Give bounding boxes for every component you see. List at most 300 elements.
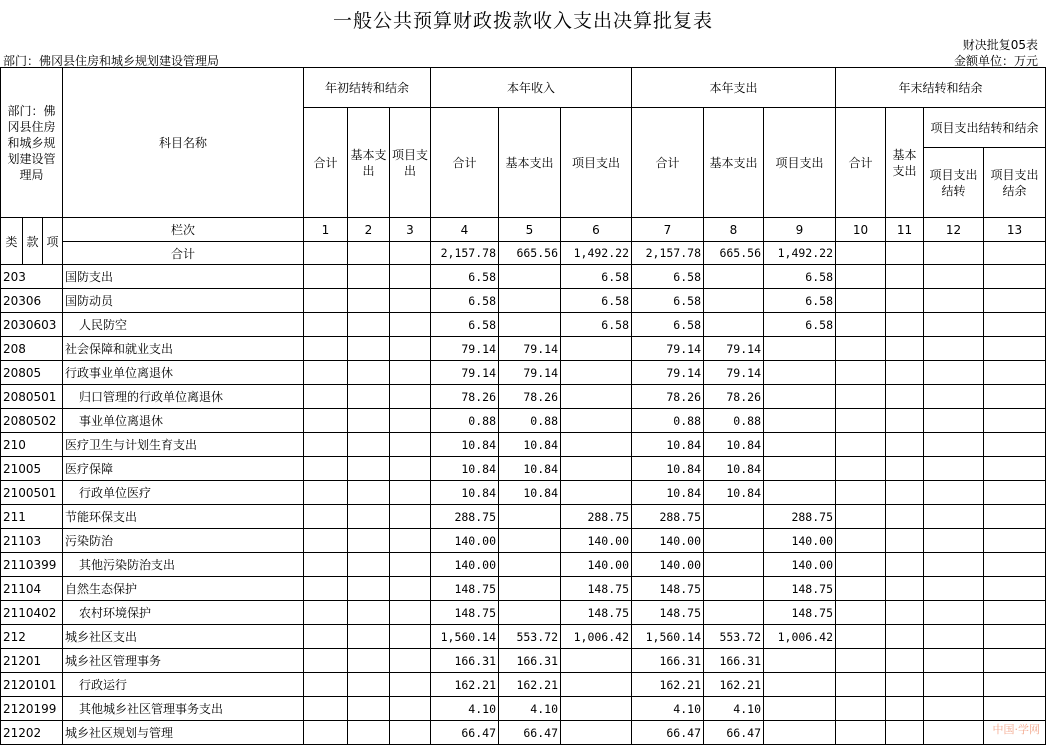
row-c6 [561, 481, 632, 505]
row-c9 [764, 481, 836, 505]
row-c6 [561, 649, 632, 673]
row-c8: 79.14 [704, 337, 764, 361]
row-c4: 148.75 [431, 577, 499, 601]
row-c7: 148.75 [632, 577, 704, 601]
watermark: 中国·学网 [992, 723, 1040, 736]
row-c6: 148.75 [561, 577, 632, 601]
row-c11 [886, 385, 924, 409]
header-end-project-carry-over: 项目支出结转 [924, 148, 984, 218]
row-c4: 140.00 [431, 553, 499, 577]
table-body [1, 265, 1046, 745]
row-c1 [304, 529, 348, 553]
row-c4: 166.31 [431, 649, 499, 673]
table-row[interactable] [1, 577, 1046, 601]
row-c1 [304, 361, 348, 385]
total-row [1, 242, 1046, 265]
row-name: 其他城乡社区管理事务支出 [63, 697, 304, 721]
row-c6 [561, 457, 632, 481]
row-c5 [499, 577, 561, 601]
row-c8 [704, 505, 764, 529]
row-c2 [348, 481, 390, 505]
row-c1 [304, 649, 348, 673]
row-c6 [561, 433, 632, 457]
total-c4: 2,157.78 [431, 242, 499, 265]
row-c10 [836, 529, 886, 553]
header-income-total: 合计 [431, 108, 499, 218]
row-c4: 79.14 [431, 337, 499, 361]
table-row[interactable] [1, 673, 1046, 697]
row-c13 [984, 313, 1046, 337]
row-c5 [499, 601, 561, 625]
row-c7: 162.21 [632, 673, 704, 697]
row-c5: 79.14 [499, 361, 561, 385]
department-label: 部门：佛冈县住房和城乡规划建设管理局 [3, 54, 220, 68]
row-c1 [304, 577, 348, 601]
table-row[interactable] [1, 505, 1046, 529]
row-c12 [924, 649, 984, 673]
header-xiang: 项 [43, 218, 63, 265]
row-c5 [499, 313, 561, 337]
row-c12 [924, 409, 984, 433]
row-c11 [886, 649, 924, 673]
row-c11 [886, 265, 924, 289]
row-c2 [348, 385, 390, 409]
row-code: 2080501 [1, 385, 63, 409]
row-c10 [836, 289, 886, 313]
row-c8: 79.14 [704, 361, 764, 385]
row-c1 [304, 457, 348, 481]
row-c11 [886, 721, 924, 745]
row-c9: 148.75 [764, 577, 836, 601]
row-c5: 0.88 [499, 409, 561, 433]
row-c1 [304, 265, 348, 289]
row-c4: 66.47 [431, 721, 499, 745]
table-row[interactable] [1, 265, 1046, 289]
row-code: 21104 [1, 577, 63, 601]
col-num-12: 12 [924, 218, 984, 242]
row-c13 [984, 697, 1046, 721]
row-c12 [924, 289, 984, 313]
row-c1 [304, 601, 348, 625]
col-num-13: 13 [984, 218, 1046, 242]
total-c5: 665.56 [499, 242, 561, 265]
row-name: 其他污染防治支出 [63, 553, 304, 577]
row-c5: 78.26 [499, 385, 561, 409]
row-c11 [886, 625, 924, 649]
header-begin-project: 项目支出 [390, 108, 431, 218]
row-c4: 162.21 [431, 673, 499, 697]
row-c4: 288.75 [431, 505, 499, 529]
row-code: 21005 [1, 457, 63, 481]
row-c9: 148.75 [764, 601, 836, 625]
header-end-project-balance: 项目支出结余 [984, 148, 1046, 218]
row-code: 2030603 [1, 313, 63, 337]
row-c7: 10.84 [632, 481, 704, 505]
row-c2 [348, 265, 390, 289]
row-c4: 1,560.14 [431, 625, 499, 649]
row-c13 [984, 649, 1046, 673]
row-c3 [390, 289, 431, 313]
row-c8: 10.84 [704, 481, 764, 505]
row-c6: 6.58 [561, 313, 632, 337]
row-c9 [764, 457, 836, 481]
row-c12 [924, 433, 984, 457]
row-c10 [836, 361, 886, 385]
row-c2 [348, 409, 390, 433]
row-name: 人民防空 [63, 313, 304, 337]
row-c10 [836, 625, 886, 649]
row-c7: 0.88 [632, 409, 704, 433]
row-c11 [886, 577, 924, 601]
row-c9: 6.58 [764, 313, 836, 337]
row-c11 [886, 481, 924, 505]
row-c3 [390, 529, 431, 553]
row-c4: 10.84 [431, 481, 499, 505]
row-c3 [390, 625, 431, 649]
row-name: 医疗卫生与计划生育支出 [63, 433, 304, 457]
col-num-8: 8 [704, 218, 764, 242]
row-c6: 1,006.42 [561, 625, 632, 649]
row-c2 [348, 553, 390, 577]
row-c3 [390, 553, 431, 577]
row-c4: 148.75 [431, 601, 499, 625]
header-kuan: 款 [23, 218, 43, 265]
row-name: 行政单位医疗 [63, 481, 304, 505]
row-c5: 162.21 [499, 673, 561, 697]
row-code: 21202 [1, 721, 63, 745]
row-c7: 6.58 [632, 313, 704, 337]
row-name: 国防支出 [63, 265, 304, 289]
row-c9: 140.00 [764, 529, 836, 553]
row-c9 [764, 361, 836, 385]
row-c10 [836, 337, 886, 361]
row-c3 [390, 337, 431, 361]
row-c8: 0.88 [704, 409, 764, 433]
table-row[interactable] [1, 529, 1046, 553]
row-c7: 6.58 [632, 265, 704, 289]
row-c7: 4.10 [632, 697, 704, 721]
table-row[interactable] [1, 289, 1046, 313]
row-c11 [886, 337, 924, 361]
row-name: 污染防治 [63, 529, 304, 553]
table-row[interactable] [1, 649, 1046, 673]
row-c9 [764, 673, 836, 697]
row-c10 [836, 433, 886, 457]
row-c6 [561, 409, 632, 433]
row-c2 [348, 457, 390, 481]
row-name: 节能环保支出 [63, 505, 304, 529]
row-c4: 4.10 [431, 697, 499, 721]
row-code: 21201 [1, 649, 63, 673]
row-c5: 4.10 [499, 697, 561, 721]
table-row[interactable] [1, 697, 1046, 721]
row-c9 [764, 337, 836, 361]
row-c11 [886, 433, 924, 457]
row-c10 [836, 649, 886, 673]
row-c7: 6.58 [632, 289, 704, 313]
table-row[interactable] [1, 361, 1046, 385]
row-name: 医疗保障 [63, 457, 304, 481]
row-c6 [561, 673, 632, 697]
table-row[interactable] [1, 313, 1046, 337]
row-c10 [836, 601, 886, 625]
header-expense-basic: 基本支出 [704, 108, 764, 218]
row-code: 208 [1, 337, 63, 361]
row-c13 [984, 673, 1046, 697]
row-name: 自然生态保护 [63, 577, 304, 601]
row-c7: 166.31 [632, 649, 704, 673]
row-c4: 10.84 [431, 433, 499, 457]
row-c11 [886, 697, 924, 721]
row-c1 [304, 337, 348, 361]
row-c1 [304, 697, 348, 721]
row-c8: 4.10 [704, 697, 764, 721]
row-code: 2120101 [1, 673, 63, 697]
row-c2 [348, 649, 390, 673]
row-name: 城乡社区管理事务 [63, 649, 304, 673]
row-c4: 79.14 [431, 361, 499, 385]
col-num-7: 7 [632, 218, 704, 242]
row-c10 [836, 409, 886, 433]
row-c3 [390, 457, 431, 481]
row-c8 [704, 529, 764, 553]
row-c5: 10.84 [499, 433, 561, 457]
total-c9: 1,492.22 [764, 242, 836, 265]
col-num-9: 9 [764, 218, 836, 242]
row-c6: 6.58 [561, 265, 632, 289]
row-c13 [984, 337, 1046, 361]
col-num-5: 5 [499, 218, 561, 242]
row-c11 [886, 553, 924, 577]
row-c2 [348, 337, 390, 361]
row-c6 [561, 721, 632, 745]
row-c11 [886, 529, 924, 553]
row-c7: 10.84 [632, 457, 704, 481]
col-num-4: 4 [431, 218, 499, 242]
row-c2 [348, 625, 390, 649]
row-code: 20306 [1, 289, 63, 313]
row-c11 [886, 289, 924, 313]
row-c2 [348, 697, 390, 721]
row-c12 [924, 601, 984, 625]
row-c9: 6.58 [764, 265, 836, 289]
row-c3 [390, 673, 431, 697]
table-row[interactable] [1, 553, 1046, 577]
row-c8 [704, 577, 764, 601]
row-name: 农村环境保护 [63, 601, 304, 625]
row-c12 [924, 673, 984, 697]
row-c8: 66.47 [704, 721, 764, 745]
row-c10 [836, 457, 886, 481]
row-c12 [924, 265, 984, 289]
table-row[interactable] [1, 601, 1046, 625]
header-group-income: 本年收入 [431, 68, 632, 108]
row-c12 [924, 481, 984, 505]
row-c4: 6.58 [431, 265, 499, 289]
row-c1 [304, 481, 348, 505]
row-c3 [390, 265, 431, 289]
col-num-1: 1 [304, 218, 348, 242]
table-row[interactable] [1, 481, 1046, 505]
row-c3 [390, 313, 431, 337]
row-c5: 66.47 [499, 721, 561, 745]
row-c5 [499, 289, 561, 313]
row-c7: 148.75 [632, 601, 704, 625]
row-name: 行政事业单位离退休 [63, 361, 304, 385]
row-c2 [348, 529, 390, 553]
row-c6 [561, 697, 632, 721]
row-c8 [704, 265, 764, 289]
row-c3 [390, 697, 431, 721]
row-c1 [304, 721, 348, 745]
row-c1 [304, 313, 348, 337]
row-c13 [984, 529, 1046, 553]
header-expense-project: 项目支出 [764, 108, 836, 218]
row-c12 [924, 313, 984, 337]
row-c9 [764, 697, 836, 721]
row-c1 [304, 433, 348, 457]
table-row[interactable] [1, 409, 1046, 433]
row-code: 211 [1, 505, 63, 529]
row-c11 [886, 505, 924, 529]
col-num-10: 10 [836, 218, 886, 242]
row-c4: 6.58 [431, 289, 499, 313]
row-c12 [924, 361, 984, 385]
row-c8 [704, 289, 764, 313]
row-c7: 140.00 [632, 553, 704, 577]
row-c5: 166.31 [499, 649, 561, 673]
row-c2 [348, 289, 390, 313]
row-c4: 6.58 [431, 313, 499, 337]
row-c3 [390, 601, 431, 625]
row-c9: 140.00 [764, 553, 836, 577]
row-c3 [390, 721, 431, 745]
row-c7: 79.14 [632, 337, 704, 361]
row-code: 2100501 [1, 481, 63, 505]
row-c13 [984, 481, 1046, 505]
row-c4: 140.00 [431, 529, 499, 553]
row-c7: 140.00 [632, 529, 704, 553]
row-c5 [499, 529, 561, 553]
form-number: 财决批复05表 [962, 38, 1038, 52]
row-c1 [304, 505, 348, 529]
row-c4: 0.88 [431, 409, 499, 433]
row-c13 [984, 289, 1046, 313]
row-c1 [304, 673, 348, 697]
row-c4: 10.84 [431, 457, 499, 481]
row-c2 [348, 505, 390, 529]
row-c9 [764, 721, 836, 745]
col-num-2: 2 [348, 218, 390, 242]
table-row[interactable] [1, 337, 1046, 361]
row-c6 [561, 385, 632, 409]
row-name: 社会保障和就业支出 [63, 337, 304, 361]
table-row[interactable] [1, 433, 1046, 457]
row-c9: 288.75 [764, 505, 836, 529]
row-c2 [348, 673, 390, 697]
row-c3 [390, 481, 431, 505]
row-c7: 1,560.14 [632, 625, 704, 649]
header-income-project: 项目支出 [561, 108, 632, 218]
row-c6: 288.75 [561, 505, 632, 529]
row-c10 [836, 265, 886, 289]
row-c13 [984, 361, 1046, 385]
row-c12 [924, 529, 984, 553]
col-num-11: 11 [886, 218, 924, 242]
row-c3 [390, 577, 431, 601]
total-c8: 665.56 [704, 242, 764, 265]
row-c3 [390, 433, 431, 457]
row-c12 [924, 337, 984, 361]
row-c9 [764, 649, 836, 673]
col-num-6: 6 [561, 218, 632, 242]
row-c8: 10.84 [704, 457, 764, 481]
header-end-total: 合计 [836, 108, 886, 218]
row-code: 21103 [1, 529, 63, 553]
header-income-basic: 基本支出 [499, 108, 561, 218]
row-c7: 288.75 [632, 505, 704, 529]
row-c10 [836, 697, 886, 721]
row-c8 [704, 553, 764, 577]
row-c10 [836, 577, 886, 601]
row-code: 20805 [1, 361, 63, 385]
row-name: 事业单位离退休 [63, 409, 304, 433]
total-label: 合计 [63, 242, 304, 265]
header-lei: 类 [1, 218, 23, 265]
row-c10 [836, 385, 886, 409]
row-c2 [348, 721, 390, 745]
total-c7: 2,157.78 [632, 242, 704, 265]
row-c9: 6.58 [764, 289, 836, 313]
row-c10 [836, 721, 886, 745]
table-row[interactable] [1, 721, 1046, 745]
header-end-project-carry: 项目支出结转和结余 [924, 108, 1046, 148]
row-c10 [836, 481, 886, 505]
table-row[interactable] [1, 385, 1046, 409]
table-row[interactable] [1, 625, 1046, 649]
row-c8: 78.26 [704, 385, 764, 409]
row-c6: 6.58 [561, 289, 632, 313]
row-code: 2120199 [1, 697, 63, 721]
row-c9 [764, 385, 836, 409]
row-c9 [764, 409, 836, 433]
row-c13 [984, 577, 1046, 601]
row-code: 212 [1, 625, 63, 649]
row-c10 [836, 313, 886, 337]
row-c5: 10.84 [499, 481, 561, 505]
page-title: 一般公共预算财政拨款收入支出决算批复表 [332, 10, 713, 32]
col-num-3: 3 [390, 218, 431, 242]
table-row[interactable] [1, 457, 1046, 481]
total-c6: 1,492.22 [561, 242, 632, 265]
row-c11 [886, 673, 924, 697]
row-c9: 1,006.42 [764, 625, 836, 649]
row-c13 [984, 265, 1046, 289]
row-c5 [499, 265, 561, 289]
row-c3 [390, 649, 431, 673]
row-code: 203 [1, 265, 63, 289]
row-c13 [984, 505, 1046, 529]
header-end-basic: 基本支出 [886, 108, 924, 218]
header-begin-total: 合计 [304, 108, 348, 218]
row-c13 [984, 385, 1046, 409]
row-c2 [348, 601, 390, 625]
row-c4: 78.26 [431, 385, 499, 409]
row-c13 [984, 625, 1046, 649]
row-name: 行政运行 [63, 673, 304, 697]
row-c2 [348, 577, 390, 601]
row-c12 [924, 721, 984, 745]
